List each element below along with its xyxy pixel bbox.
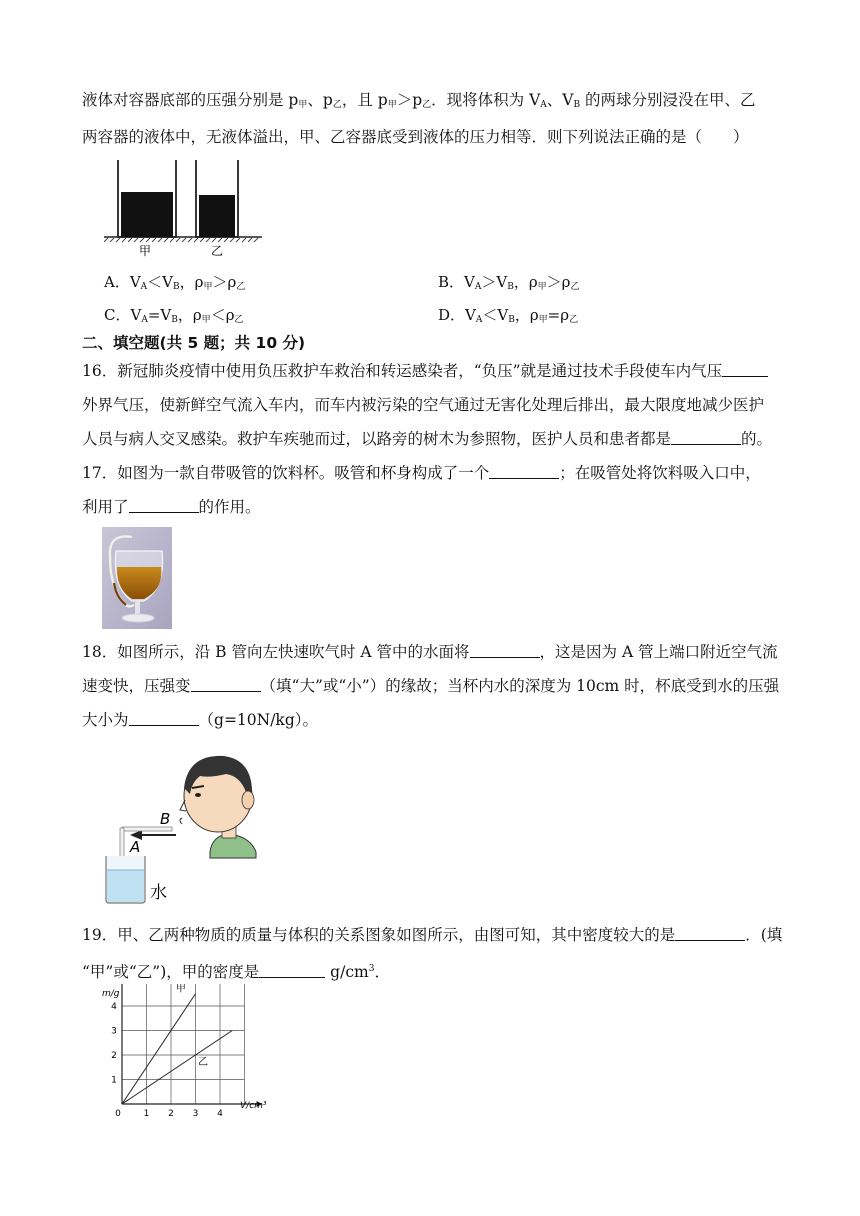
chart-grid [122,984,245,1104]
series-line-1 [122,1031,232,1105]
q17-blank-1[interactable] [489,464,559,479]
water-label: 水 [150,883,167,903]
containers-figure [104,158,264,258]
q18-line3: 大小为 （g=10N/kg）。 [82,711,318,729]
x-tick-label: 2 [168,1109,174,1118]
q18-blank-1[interactable] [470,643,540,658]
q19-line2: “甲”或“乙”)，甲的密度是 $g/cm^3$． [82,963,390,982]
option-b[interactable]: B．$V_A>V_B$，$\rho_甲>\rho_乙$ [438,273,580,292]
mass-volume-chart [96,984,270,1118]
q16-line1: 16．新冠肺炎疫情中使用负压救护车救治和转运感染者，“负压”就是通过技术手段使车内气压 [82,361,782,381]
option-d[interactable]: D．$V_A<V_B$，$\rho_甲=\rho_乙$ [438,306,579,325]
container-jia [118,160,176,237]
q18-blank-2[interactable] [191,677,261,692]
chart-series [122,984,232,1104]
x-tick-label: 1 [143,1109,150,1118]
container-yi [196,160,238,237]
q17-line1: 17．如图为一款自带吸管的饮料杯。吸管和杯身构成了一个 ；在吸管处将饮料吸入口中， [82,464,761,482]
q16-line3: 人员与病人交叉感染。救护车疾驰而过，以路旁的树木为参照物，医护人员和患者都是 的。 [82,430,773,448]
y-axis-label: m/g [102,989,120,999]
q17-blank-2[interactable] [129,498,199,513]
tube-label-b: B [160,810,171,828]
y-tick-label: 2 [111,1051,117,1061]
q18-line1: 18．如图所示，沿 B 管向左快速吹气时 A 管中的水面将 ，这是因为 A 管上端口附近空气流 [82,643,778,661]
x-tick-label: 0 [115,1109,121,1118]
series-line-0 [122,994,196,1104]
straw-cup-image [102,527,172,629]
x-axis-label: V/cm³ [240,1101,267,1111]
x-tick-label: 4 [217,1109,223,1118]
q18-line2: 速变快，压强变 （填“大”或“小”）的缘故；当杯内水的深度为 10cm 时，杯底受到水的压强 [82,677,780,695]
y-tick-label: 4 [111,1002,117,1012]
option-c[interactable]: C．$V_A=V_B$，$\rho_甲<\rho_乙$ [104,306,244,325]
q15-line2: 两容器的液体中，无液体溢出，甲、乙容器底受到液体的压力相等．则下列说法正确的是（ ） [82,128,749,146]
q19-line1: 19．甲、乙两种物质的质量与体积的关系图象如图所示，由图可知，其中密度较大的是 ．(填 [82,926,783,944]
container-label-jia: 甲 [138,244,152,258]
q18-blank-3[interactable] [129,711,199,726]
q19-blank-1[interactable] [675,926,745,941]
q16-line2: 外界气压，使新鲜空气流入车内，而车内被污染的空气通过无害化处理后排出，最大限度地减少医护 [82,396,765,414]
series-label-1: 乙 [197,1056,208,1068]
y-tick-label: 3 [111,1026,117,1037]
chart-axes [119,984,263,1107]
q15-line1: 液体对容器底部的压强分别是 $p_甲$、$p_乙$，且 $p_甲>p_乙$．现将体积为 $V_A$、$V_B$ 的两球分别浸没在甲、乙 [82,91,756,110]
y-tick-label: 1 [111,1075,117,1086]
q19-blank-2[interactable] [259,963,325,978]
section-heading: 二、填空题(共 5 题；共 10 分) [82,334,306,352]
container-label-yi: 乙 [210,244,224,258]
option-a[interactable]: A．$V_A<V_B$，$\rho_甲>\rho_乙$ [104,273,246,292]
q16-blank-2[interactable] [671,430,741,445]
q17-line2: 利用了 的作用。 [82,498,261,516]
blowing-tube-figure [100,748,262,904]
q16-blank-1[interactable] [722,362,768,377]
x-tick-label: 3 [192,1109,199,1118]
series-label-0: 甲 [175,984,186,995]
tube-label-a: A [130,838,141,856]
